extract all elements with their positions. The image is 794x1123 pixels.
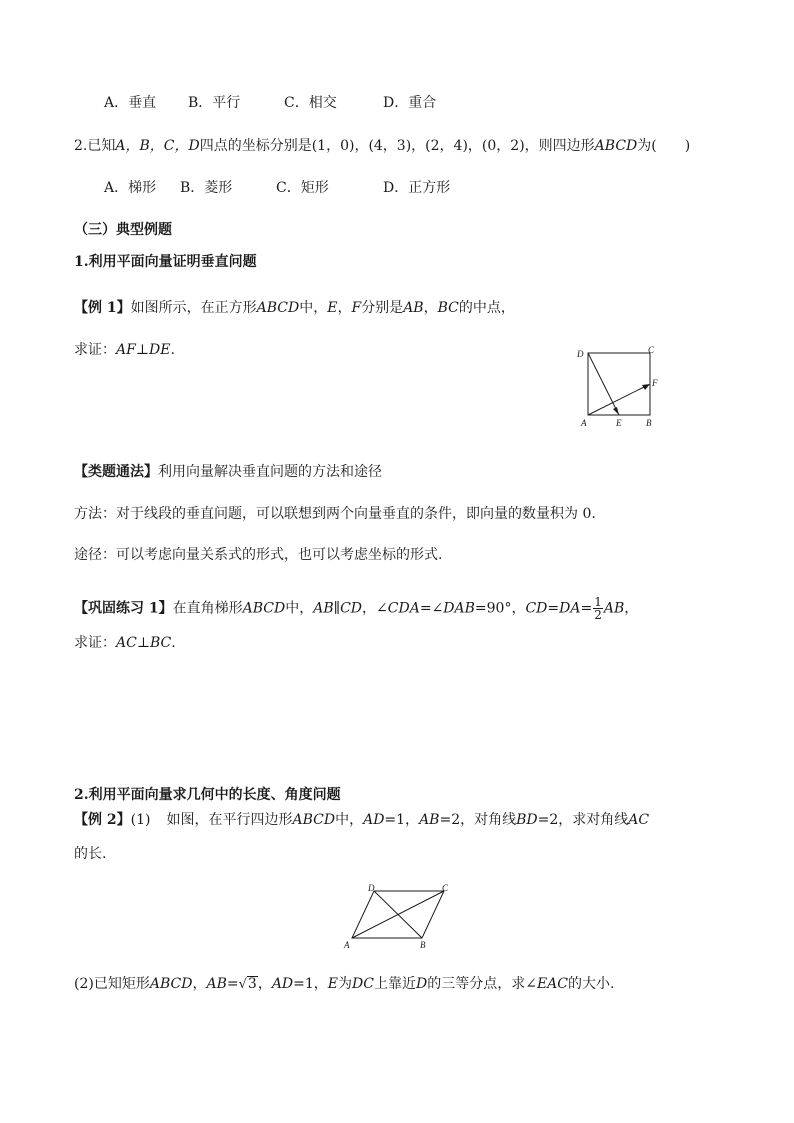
q2-part1: 2.已知 bbox=[74, 138, 116, 154]
part2-text-g: 上靠近 bbox=[373, 976, 416, 992]
part2-text-h: 的三等分点，求∠ bbox=[427, 976, 537, 992]
label-c: C bbox=[442, 883, 449, 893]
method-tag: 【类题通法】 bbox=[74, 464, 158, 480]
q2-quad: ABCD bbox=[594, 138, 638, 154]
practice1-var-6: DA bbox=[559, 600, 581, 617]
practice1-var-7: AB bbox=[603, 600, 625, 617]
part2-text-f: 为 bbox=[338, 976, 353, 992]
example1-text-5: ， bbox=[423, 300, 438, 316]
square-figure bbox=[572, 342, 667, 432]
practice1-tag: 【巩固练习 1】 bbox=[74, 600, 173, 617]
part2-text-a: (2)已知矩形 bbox=[74, 976, 150, 992]
q2-points: A，B，C，D bbox=[115, 138, 200, 154]
practice1-text-5: =90°， bbox=[474, 600, 526, 617]
example1-text-4: 分别是 bbox=[361, 300, 404, 316]
example1-text-3: ， bbox=[337, 300, 352, 316]
label-f: F bbox=[652, 378, 658, 388]
part2-var-3: AD bbox=[271, 976, 294, 992]
example2-tag: 【例 2】 bbox=[74, 812, 131, 828]
sqrt-radicand: 3 bbox=[247, 976, 257, 992]
practice1-var-1: ABCD bbox=[242, 600, 286, 617]
practice1-text-6: = bbox=[547, 600, 560, 617]
example2-var-4: BD bbox=[516, 812, 538, 828]
q2-stem bbox=[74, 137, 690, 155]
example1-var-4: AB bbox=[403, 300, 424, 316]
practice1-stem bbox=[74, 596, 638, 621]
practice1-text-7: = bbox=[580, 600, 593, 617]
label-d: D bbox=[368, 883, 375, 893]
q2-part3: 为( ) bbox=[637, 138, 691, 154]
method-line-2: 途径：可以考虑向量关系式的形式，也可以考虑坐标的形式. bbox=[74, 547, 443, 563]
prove-expression: AC⊥BC bbox=[116, 635, 172, 651]
prove-end: . bbox=[171, 635, 176, 651]
example2-text-1: 如图，在平行四边形 bbox=[166, 812, 293, 828]
part2-var-4: E bbox=[327, 976, 339, 992]
label-e: E bbox=[616, 418, 622, 428]
example1-var-1: ABCD bbox=[256, 300, 300, 316]
diagonal-bd bbox=[374, 891, 422, 938]
example1-prove bbox=[74, 341, 175, 359]
example1-var-3: F bbox=[351, 300, 362, 316]
label-a: A bbox=[344, 940, 350, 950]
q2-option-b: B．菱形 bbox=[180, 180, 233, 196]
section-title: （三）典型例题 bbox=[74, 222, 172, 238]
prove-expression: AF⊥DE bbox=[116, 342, 171, 358]
example2-text-3: =1， bbox=[384, 812, 420, 828]
sqrt-sign: √ bbox=[238, 977, 247, 992]
fraction-numerator: 1 bbox=[594, 595, 602, 609]
example2-var-5: AC bbox=[628, 812, 650, 828]
part2-text-e: =1， bbox=[293, 976, 328, 992]
example1-var-2: E bbox=[327, 300, 338, 316]
part2-var-6: D bbox=[415, 976, 428, 992]
part2-text-i: 的大小. bbox=[567, 976, 615, 992]
example2-text-4: =2，对角线 bbox=[439, 812, 517, 828]
topic2-title: 2.利用平面向量求几何中的长度、角度问题 bbox=[74, 787, 341, 803]
example2-text-2: 中， bbox=[335, 812, 364, 828]
example1-tag: 【例 1】 bbox=[74, 300, 131, 316]
segment-de bbox=[588, 353, 619, 415]
fraction-half bbox=[593, 596, 603, 621]
part2-var-7: EAC bbox=[536, 976, 568, 992]
practice1-var-2: AB∥CD bbox=[313, 600, 363, 617]
example1-text-6: 的中点， bbox=[458, 300, 515, 316]
q2-option-a: A．梯形 bbox=[104, 180, 157, 196]
part2-var-2: AB bbox=[206, 976, 227, 992]
example1-var-5: BC bbox=[437, 300, 459, 316]
example2-var-2: AD bbox=[363, 812, 385, 828]
q1-option-a: A．垂直 bbox=[104, 95, 157, 111]
method-line-1: 方法：对于线段的垂直问题，可以联想到两个向量垂直的条件，即向量的数量积为 0. bbox=[74, 506, 596, 522]
label-b: B bbox=[420, 940, 426, 950]
example1-stem bbox=[74, 299, 515, 317]
label-c: C bbox=[648, 345, 655, 355]
prove-label: 求证： bbox=[74, 635, 116, 651]
practice1-var-5: CD bbox=[525, 600, 548, 617]
example2-var-3: AB bbox=[419, 812, 440, 828]
example2-line-2: 的长. bbox=[74, 846, 107, 862]
parallelogram-figure bbox=[338, 882, 458, 952]
example2-text-5: =2，求对角线 bbox=[537, 812, 629, 828]
arrow-head-af bbox=[642, 384, 650, 390]
practice1-text-2: 中， bbox=[285, 600, 314, 617]
example1-text-1: 如图所示，在正方形 bbox=[130, 300, 257, 316]
fraction-denominator: 2 bbox=[594, 608, 602, 622]
part2-text-c: = bbox=[226, 976, 239, 992]
part2-text-d: ， bbox=[257, 976, 272, 992]
label-b: B bbox=[646, 418, 652, 428]
example1-text-2: 中， bbox=[299, 300, 328, 316]
arrow-head-de bbox=[613, 407, 619, 415]
practice1-text-3: ，∠ bbox=[362, 600, 388, 617]
example2-part2 bbox=[74, 975, 614, 994]
q2-option-c: C．矩形 bbox=[276, 180, 329, 196]
part2-var-1: ABCD bbox=[149, 976, 193, 992]
practice1-text-4: =∠ bbox=[419, 600, 444, 617]
q2-option-d: D．正方形 bbox=[383, 180, 451, 196]
practice1-var-4: DAB bbox=[443, 600, 475, 617]
example2-var-1: ABCD bbox=[292, 812, 336, 828]
q1-option-c: C．相交 bbox=[284, 95, 337, 111]
square-outline bbox=[588, 353, 650, 415]
label-d: D bbox=[577, 349, 584, 359]
practice1-text-8: ， bbox=[624, 600, 639, 617]
example2-stem bbox=[74, 811, 649, 829]
practice1-text-1: 在直角梯形 bbox=[172, 600, 243, 617]
prove-end: . bbox=[170, 342, 175, 358]
prove-label: 求证： bbox=[74, 342, 116, 358]
q1-option-d: D．重合 bbox=[383, 95, 437, 111]
part2-text-b: ， bbox=[192, 976, 207, 992]
practice1-var-3: CDA bbox=[387, 600, 420, 617]
q1-option-b: B．平行 bbox=[188, 95, 241, 111]
label-a: A bbox=[581, 418, 587, 428]
method-title bbox=[74, 463, 382, 481]
part2-var-5: DC bbox=[352, 976, 374, 992]
method-title-text: 利用向量解决垂直问题的方法和途径 bbox=[158, 464, 382, 480]
example2-part: (1) bbox=[130, 812, 151, 828]
q2-part2: 四点的坐标分别是(1，0)，(4，3)，(2，4)，(0，2)，则四边形 bbox=[199, 138, 595, 154]
topic1-title: 1.利用平面向量证明垂直问题 bbox=[74, 254, 257, 270]
practice1-prove bbox=[74, 634, 176, 652]
